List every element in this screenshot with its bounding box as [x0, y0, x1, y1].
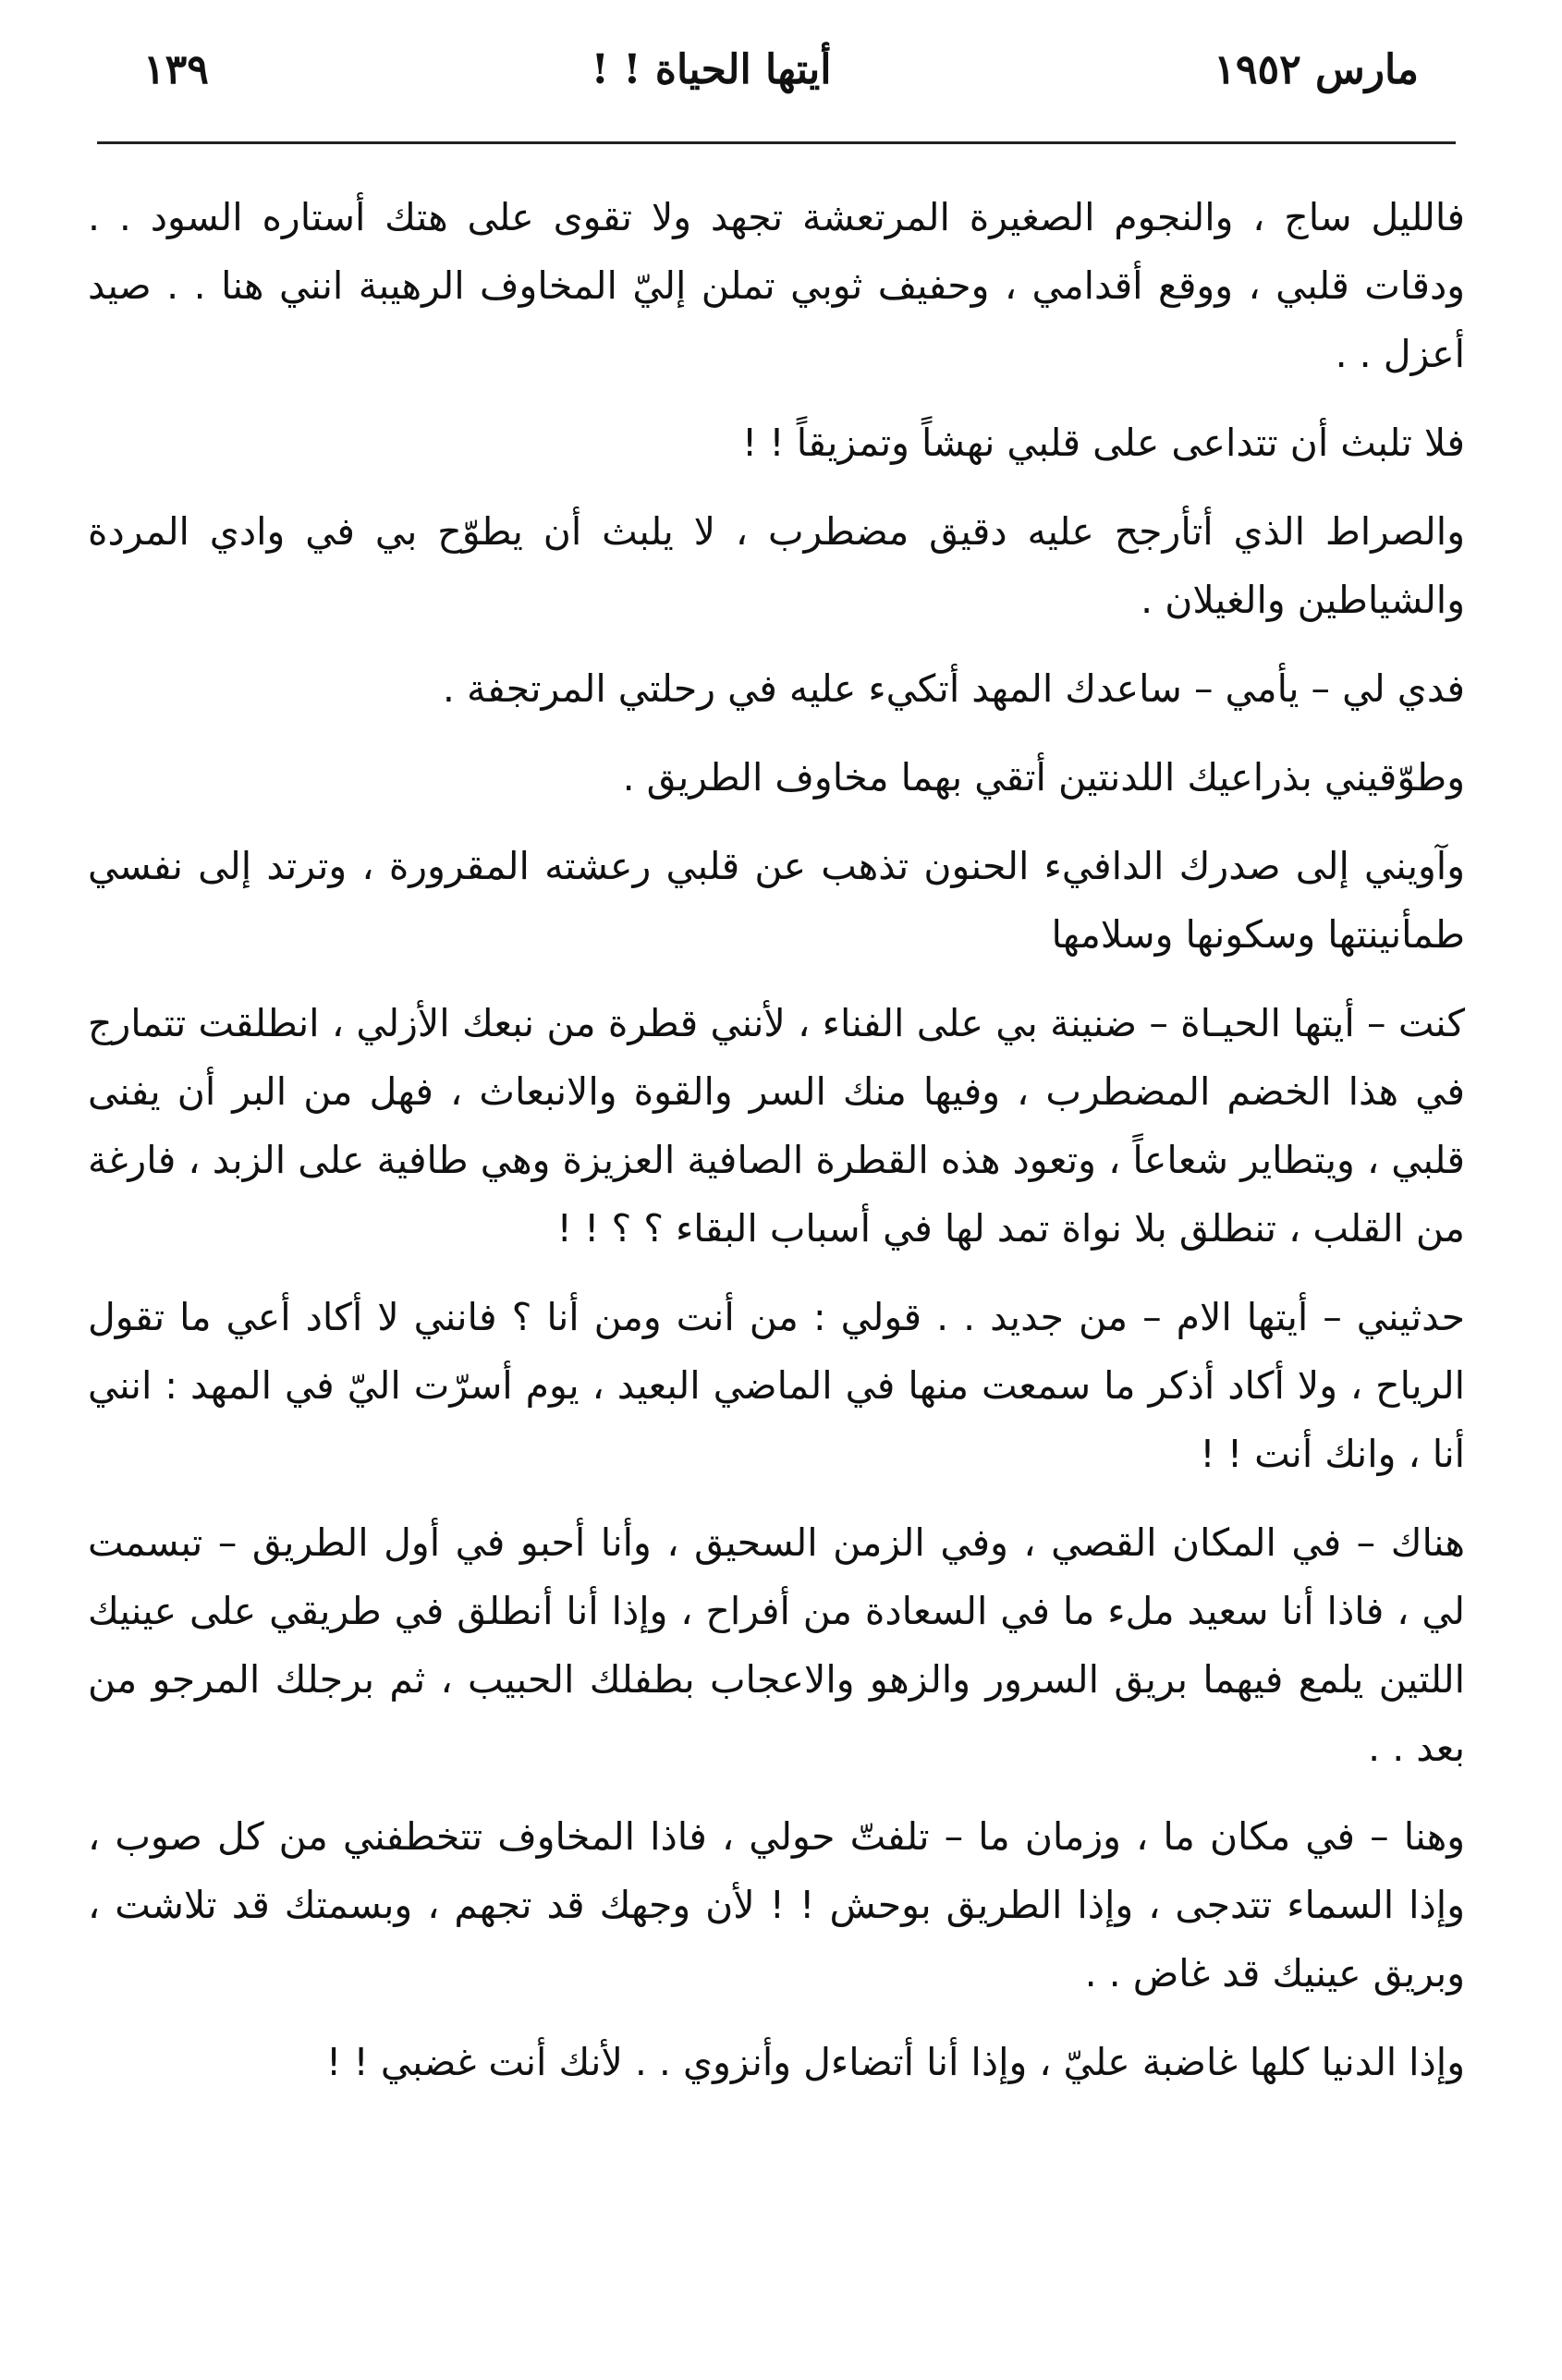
paragraph: وآويني إلى صدرك الدافيء الحنون تذهب عن قلبي رعشته المقرورة ، وترتد إلى نفسي طمأنينتها وسكونها وسلامها — [88, 844, 1465, 957]
paragraph: حدثيني – أيتها الام – من جديد . . قولي : من أنت ومن أنا ؟ فانني لا أكاد أعي ما تقول الرياح ، ولا أكاد أذكر ما سمعت منها في الماضي البعيد ، يوم أسرّت اليّ في المهد : انني أنا ، وانك أنت ! ! — [88, 1295, 1465, 1476]
paragraph: فالليل ساج ، والنجوم الصغيرة المرتعشة تجهد ولا تقوى على هتك أستاره السود . . ودقات قلبي ، ووقع أقدامي ، وحفيف ثوبي تملن إليّ المخاوف الرهيبة انني هنا . . صيد أعزل . . — [88, 195, 1465, 376]
page-body — [88, 183, 1465, 2096]
paragraph: هناك – في المكان القصي ، وفي الزمن السحيق ، وأنا أحبو في أول الطريق – تبسمت لي ، فاذا أنا سعيد ملء ما في السعادة من أفراح ، وإذا أنا أنطلق في طريقي على عينيك اللتين يلمع فيهما بريق السرور والزهو والاعجاب بطفلك الحبيب ، ثم برجلك المرجو من بعد . . — [88, 1520, 1465, 1770]
paragraph: فلا تلبث أن تتداعى على قلبي نهشاً وتمزيقاً ! ! — [741, 421, 1465, 465]
page-number: ١٣٩ — [143, 46, 209, 93]
paragraph: وهنا – في مكان ما ، وزمان ما – تلفتّ حولي ، فاذا المخاوف تتخطفني من كل صوب ، وإذا السماء تتدجى ، وإذا الطريق بوحش ! ! لأن وجهك قد تجهم ، وبسمتك قد تلاشت ، وبريق عينيك قد غاض . . — [88, 1814, 1465, 1996]
running-header — [88, 46, 1465, 134]
header-date: مارس ١٩٥٢ — [1214, 46, 1419, 93]
paragraph: فدي لي – يأمي – ساعدك المهد أتكيء عليه في رحلتي المرتجفة . — [442, 666, 1465, 711]
header-title: أيتها الحياة ! ! — [591, 46, 832, 93]
paragraph: والصراط الذي أتأرجح عليه دقيق مضطرب ، لا يلبث أن يطوّح بي في وادي المردة والشياطين والغيلان . — [88, 509, 1465, 622]
paragraph: وإذا الدنيا كلها غاضبة عليّ ، وإذا أنا أتضاءل وأنزوي . . لأنك أنت غضبي ! ! — [325, 2040, 1465, 2084]
paragraph: وطوّقيني بذراعيك اللدنتين أتقي بهما مخاوف الطريق . — [622, 755, 1465, 799]
header-rule — [97, 141, 1456, 144]
paragraph: كنت – أيتها الحيـاة – ضنينة بي على الفناء ، لأنني قطرة من نبعك الأزلي ، انطلقت تتمارج في هذا الخضم المضطرب ، وفيها منك السر والقوة والانبعاث ، فهل من البر أن يفنى قلبي ، ويتطاير شعاعاً ، وتعود هذه القطرة الصافية العزيزة وهي طافية على الزبد ، فارغة من القلب ، تنطلق بلا نواة تمد لها في أسباب البقاء ؟ ؟ ! ! — [88, 1001, 1465, 1251]
